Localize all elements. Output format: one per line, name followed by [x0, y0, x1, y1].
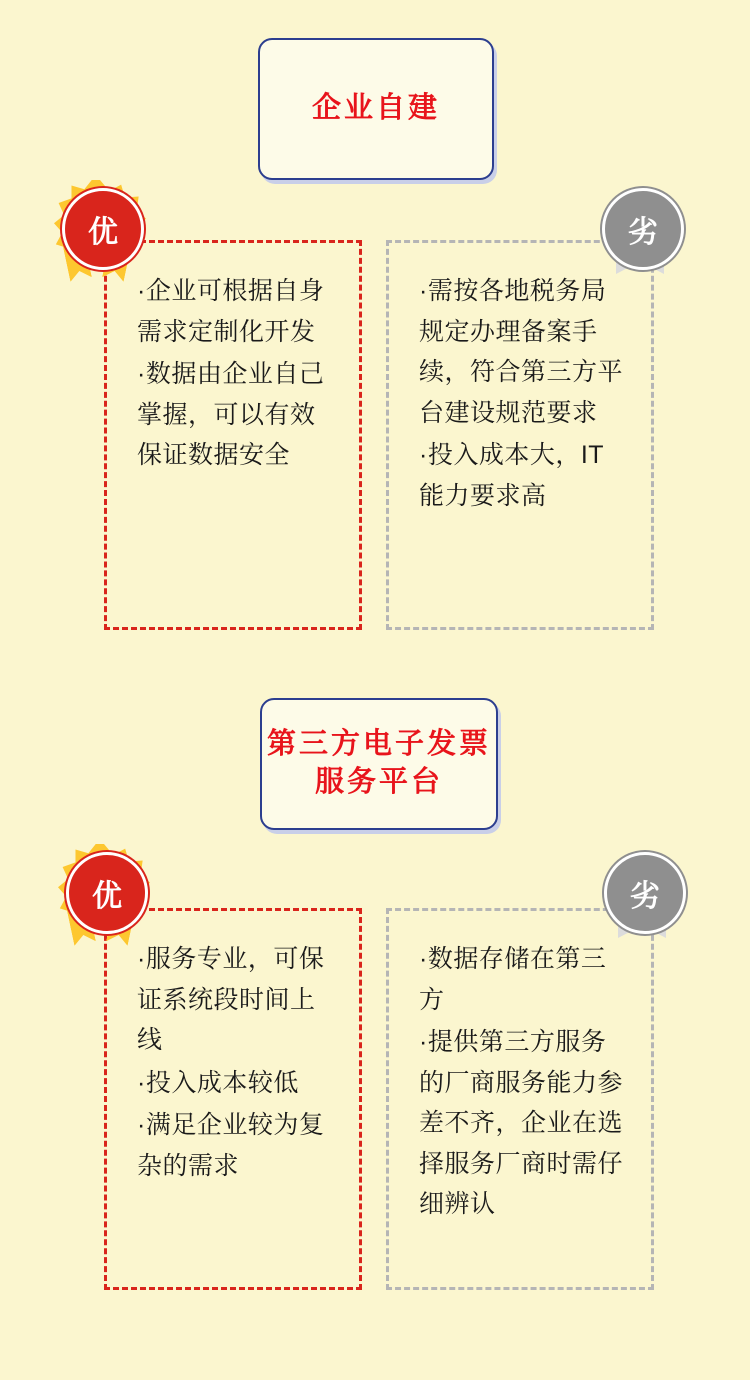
cons-box-2: [386, 908, 654, 1290]
pros-item: ·数据由企业自己掌握，可以有效保证数据安全: [137, 360, 325, 469]
cons-badge-label: 劣: [604, 852, 686, 934]
cons-item: ·提供第三方服务的厂商服务能力参差不齐，企业在选择服务厂商时需仔细辨认: [419, 1028, 624, 1218]
pros-badge-1: [62, 188, 148, 274]
pros-badge-label: 优: [66, 852, 148, 934]
pros-badge-2: [66, 852, 152, 938]
pros-box-1: [104, 240, 362, 630]
section-title-card-2: [260, 698, 498, 830]
pros-item: ·服务专业，可保证系统段时间上线: [137, 945, 325, 1054]
cons-badge-2: [604, 852, 690, 938]
pros-box-2: [104, 908, 362, 1290]
cons-badge-label: 劣: [602, 188, 684, 270]
cons-box-1: [386, 240, 654, 630]
pros-item: ·满足企业较为复杂的需求: [137, 1111, 325, 1180]
cons-item: ·投入成本大，IT能力要求高: [419, 441, 605, 510]
section-title-1: 企业自建: [311, 92, 440, 125]
cons-badge-1: [602, 188, 688, 274]
pros-badge-label: 优: [62, 188, 144, 270]
cons-item: ·数据存储在第三方: [419, 945, 607, 1014]
section-title-2: 第三方电子发票服务平台: [266, 728, 491, 798]
cons-item: ·需按各地税务局规定办理备案手续，符合第三方平台建设规范要求: [419, 277, 624, 427]
pros-item: ·企业可根据自身需求定制化开发: [137, 277, 325, 346]
section-title-card-1: [258, 38, 494, 180]
pros-item: ·投入成本较低: [137, 1068, 299, 1097]
